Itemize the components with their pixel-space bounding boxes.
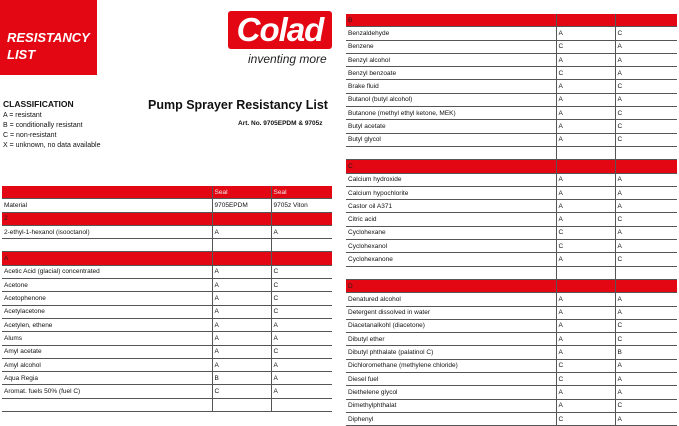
substance-cell: Diacetanalkohl (diacetone) [346, 319, 556, 332]
viton-rating-cell: C [271, 279, 332, 292]
viton-rating-cell: A [615, 200, 677, 213]
table-row [346, 306, 677, 319]
table-row [346, 93, 677, 106]
epdm-rating-cell: A [212, 279, 271, 292]
colad-logo: Colad [228, 11, 332, 49]
viton-rating-cell: C [271, 305, 332, 318]
article-number: Art. No. 9705EPDM & 9705z [238, 120, 323, 127]
viton-rating-cell: C [615, 253, 677, 266]
table-row [346, 173, 677, 186]
epdm-rating-cell: A [212, 332, 271, 345]
viton-rating-cell: A [615, 386, 677, 399]
substance-cell: Amyl alcohol [2, 358, 212, 371]
table-row [346, 253, 677, 266]
legend-line: X = unknown, no data available [3, 142, 101, 149]
substance-cell: Cyclohexanol [346, 240, 556, 253]
table-row [346, 412, 677, 425]
table-row [346, 80, 677, 93]
substance-cell: Aromat. fuels 50% (fuel C) [2, 385, 212, 398]
tag-line-1: RESISTANCY [7, 30, 90, 45]
table-row [346, 346, 677, 359]
table-row [346, 107, 677, 120]
table-row [346, 120, 677, 133]
substance-cell: Butanol (butyl alcohol) [346, 93, 556, 106]
viton-rating-cell: C [615, 80, 677, 93]
viton-rating-cell: C [271, 292, 332, 305]
epdm-rating-cell: A [212, 358, 271, 371]
table-row [346, 133, 677, 146]
epdm-rating-cell [556, 14, 615, 27]
viton-rating-cell: C [271, 265, 332, 278]
substance-cell: Aqua Regia [2, 372, 212, 385]
viton-rating-cell: C [615, 133, 677, 146]
table-row [2, 345, 332, 358]
table-row [346, 373, 677, 386]
substance-cell: C [346, 160, 556, 173]
table-row [346, 67, 677, 80]
substance-cell: Acetic Acid (glacial) concentrated [2, 265, 212, 278]
viton-rating-cell: C [615, 333, 677, 346]
section-header-row [2, 212, 332, 225]
substance-cell [2, 239, 212, 252]
epdm-rating-cell: A [556, 27, 615, 40]
viton-rating-cell [271, 252, 332, 265]
viton-rating-cell: A [615, 412, 677, 425]
substance-cell: B [346, 14, 556, 27]
table-row [346, 240, 677, 253]
epdm-rating-cell: C [556, 240, 615, 253]
table-row [2, 265, 332, 278]
viton-rating-cell: C [615, 319, 677, 332]
epdm-rating-cell: A [556, 399, 615, 412]
epdm-rating-cell [556, 160, 615, 173]
section-header-row [2, 252, 332, 265]
substance-cell: Acetophenone [2, 292, 212, 305]
table-row [346, 359, 677, 372]
substance-cell: Detergent dissolved in water [346, 306, 556, 319]
substance-cell: Castor oil A371 [346, 200, 556, 213]
spacer-row [2, 398, 332, 411]
substance-cell: Acetone [2, 279, 212, 292]
substance-cell: Calcium hypochlorite [346, 186, 556, 199]
substance-cell [2, 186, 212, 199]
epdm-rating-cell: C [556, 412, 615, 425]
substance-cell: Calcium hydroxide [346, 173, 556, 186]
epdm-rating-cell: C [212, 385, 271, 398]
epdm-rating-cell: A [556, 253, 615, 266]
viton-rating-cell [615, 279, 677, 292]
substance-cell: 2-ethyl-1-hexanol (isooctanol) [2, 225, 212, 238]
table-row [2, 199, 332, 212]
viton-rating-cell: A [615, 226, 677, 239]
viton-rating-cell [615, 160, 677, 173]
substance-cell: Benzyl alcohol [346, 53, 556, 66]
section-header-row [346, 279, 677, 292]
substance-cell: Butanone (methyl ethyl ketone, MEK) [346, 107, 556, 120]
epdm-rating-cell: A [212, 345, 271, 358]
spacer-row [2, 239, 332, 252]
substance-cell [2, 398, 212, 411]
viton-rating-cell: A [615, 186, 677, 199]
table-row [2, 332, 332, 345]
viton-rating-cell: C [615, 27, 677, 40]
table-row [2, 318, 332, 331]
viton-rating-cell: C [615, 120, 677, 133]
epdm-rating-cell: A [556, 93, 615, 106]
substance-cell: Material [2, 199, 212, 212]
legend-line: C = non-resistant [3, 132, 57, 139]
table-row [346, 53, 677, 66]
viton-rating-cell: A [271, 318, 332, 331]
epdm-rating-cell: A [556, 213, 615, 226]
epdm-rating-cell: A [212, 318, 271, 331]
viton-rating-cell [615, 14, 677, 27]
substance-cell: Butyl glycol [346, 133, 556, 146]
viton-rating-cell [271, 212, 332, 225]
viton-rating-cell: A [271, 332, 332, 345]
epdm-rating-cell: A [556, 319, 615, 332]
classification-legend [3, 99, 101, 151]
resistancy-list-tag [0, 0, 97, 75]
resistancy-table-left [2, 186, 332, 412]
substance-cell: D [346, 279, 556, 292]
viton-rating-cell [615, 146, 677, 159]
epdm-rating-cell [212, 398, 271, 411]
legend-heading: CLASSIFICATION [3, 99, 74, 109]
table-row [2, 372, 332, 385]
substance-cell: Dichloromethane (methylene chloride) [346, 359, 556, 372]
table-row [2, 385, 332, 398]
viton-rating-cell: A [615, 293, 677, 306]
epdm-rating-cell [212, 239, 271, 252]
viton-rating-cell: A [615, 373, 677, 386]
table-row [346, 386, 677, 399]
slogan: inventing more [248, 52, 327, 66]
viton-rating-cell: A [615, 173, 677, 186]
epdm-rating-cell: A [556, 293, 615, 306]
viton-rating-cell: A [271, 372, 332, 385]
epdm-rating-cell: A [556, 186, 615, 199]
epdm-rating-cell: A [556, 306, 615, 319]
substance-cell: Diphenyl [346, 412, 556, 425]
section-header-row [346, 160, 677, 173]
viton-rating-cell: C [615, 399, 677, 412]
epdm-rating-cell: A [556, 200, 615, 213]
viton-rating-cell [271, 398, 332, 411]
epdm-rating-cell: A [556, 80, 615, 93]
substance-cell: Citric acid [346, 213, 556, 226]
epdm-rating-cell: A [212, 292, 271, 305]
substance-cell: Brake fluid [346, 80, 556, 93]
substance-cell: Dibutyl phthalate (palatinol C) [346, 346, 556, 359]
epdm-rating-cell: C [556, 67, 615, 80]
viton-rating-cell: A [615, 306, 677, 319]
substance-cell: Alums [2, 332, 212, 345]
epdm-rating-cell: C [556, 226, 615, 239]
epdm-rating-cell: C [556, 373, 615, 386]
substance-cell [346, 266, 556, 279]
substance-cell: Benzyl benzoate [346, 67, 556, 80]
viton-rating-cell [271, 239, 332, 252]
table-row [346, 226, 677, 239]
table-row [346, 293, 677, 306]
epdm-rating-cell: A [556, 173, 615, 186]
epdm-rating-cell: A [212, 225, 271, 238]
viton-rating-cell: C [615, 213, 677, 226]
substance-cell: Amyl acetate [2, 345, 212, 358]
legend-line: B = conditionally resistant [3, 122, 83, 129]
substance-cell: Acetylacetone [2, 305, 212, 318]
table-row [2, 279, 332, 292]
page-title: Pump Sprayer Resistancy List [148, 98, 328, 112]
epdm-rating-cell [556, 266, 615, 279]
substance-cell: Diesel fuel [346, 373, 556, 386]
epdm-rating-cell: A [556, 333, 615, 346]
table-row [2, 305, 332, 318]
epdm-rating-cell: A [556, 346, 615, 359]
table-row [346, 40, 677, 53]
viton-rating-cell: 9705z Viton [271, 199, 332, 212]
substance-cell: Dimethylphthalat [346, 399, 556, 412]
epdm-rating-cell: A [556, 386, 615, 399]
viton-rating-cell: A [615, 359, 677, 372]
table-row [2, 358, 332, 371]
viton-rating-cell: A [615, 67, 677, 80]
epdm-rating-cell: A [556, 107, 615, 120]
viton-rating-cell: A [615, 53, 677, 66]
epdm-rating-cell: A [556, 120, 615, 133]
viton-rating-cell: C [615, 107, 677, 120]
section-header-row [346, 14, 677, 27]
table-row [346, 333, 677, 346]
resistancy-table-right [346, 14, 677, 426]
table-row [2, 292, 332, 305]
epdm-rating-cell: C [556, 359, 615, 372]
epdm-rating-cell [212, 252, 271, 265]
table-row [2, 225, 332, 238]
viton-rating-cell: A [271, 225, 332, 238]
viton-rating-cell: A [615, 40, 677, 53]
epdm-rating-cell: A [556, 53, 615, 66]
epdm-rating-cell: A [556, 133, 615, 146]
epdm-rating-cell: Seal [212, 186, 271, 199]
epdm-rating-cell: A [212, 265, 271, 278]
viton-rating-cell: A [615, 240, 677, 253]
tag-line-2: LIST [7, 47, 36, 62]
table-row [346, 200, 677, 213]
table-row [346, 399, 677, 412]
substance-cell: Benzene [346, 40, 556, 53]
substance-cell: Cyclohexanone [346, 253, 556, 266]
table-row [346, 186, 677, 199]
viton-rating-cell: A [615, 93, 677, 106]
epdm-rating-cell: B [212, 372, 271, 385]
viton-rating-cell: A [271, 358, 332, 371]
epdm-rating-cell [556, 146, 615, 159]
viton-rating-cell: A [271, 385, 332, 398]
column-header-row [2, 186, 332, 199]
viton-rating-cell: Seal [271, 186, 332, 199]
substance-cell: A [2, 252, 212, 265]
viton-rating-cell [615, 266, 677, 279]
spacer-row [346, 266, 677, 279]
substance-cell: Dibutyl ether [346, 333, 556, 346]
viton-rating-cell: B [615, 346, 677, 359]
viton-rating-cell: C [271, 345, 332, 358]
epdm-rating-cell: A [212, 305, 271, 318]
substance-cell: 2 [2, 212, 212, 225]
legend-line: A = resistant [3, 112, 42, 119]
epdm-rating-cell [556, 279, 615, 292]
substance-cell: Butyl acetate [346, 120, 556, 133]
epdm-rating-cell [212, 212, 271, 225]
spacer-row [346, 146, 677, 159]
substance-cell: Benzaldehyde [346, 27, 556, 40]
epdm-rating-cell: 9705EPDM [212, 199, 271, 212]
substance-cell: Acetylen, ethene [2, 318, 212, 331]
substance-cell: Cyclohexane [346, 226, 556, 239]
substance-cell: Denatured alcohol [346, 293, 556, 306]
table-row [346, 319, 677, 332]
substance-cell [346, 146, 556, 159]
substance-cell: Diethelene glycol [346, 386, 556, 399]
table-row [346, 27, 677, 40]
table-row [346, 213, 677, 226]
epdm-rating-cell: C [556, 40, 615, 53]
